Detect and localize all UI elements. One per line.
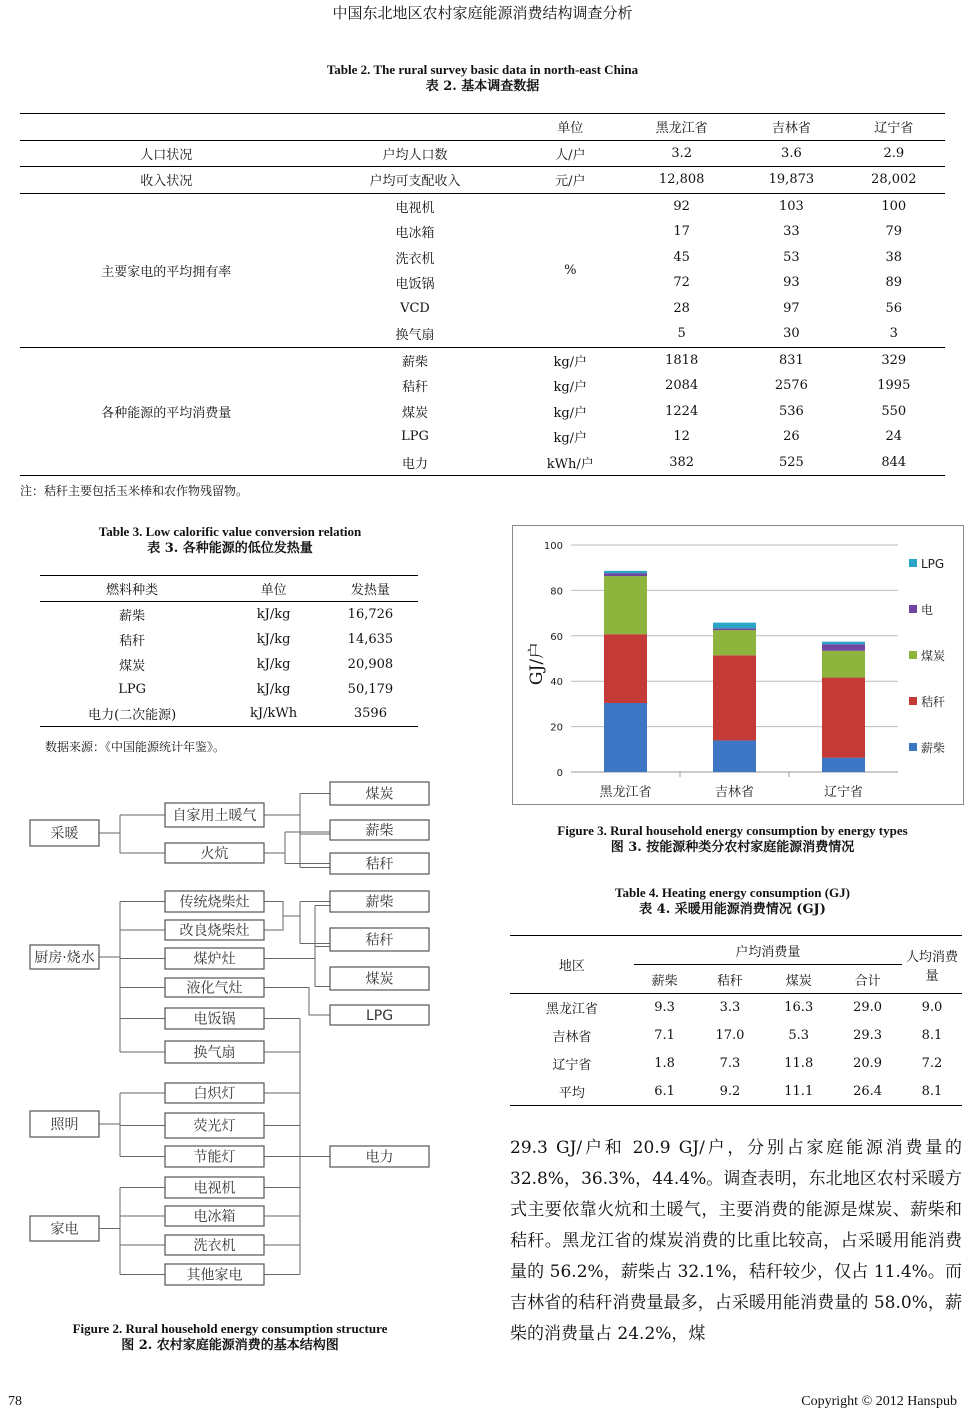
bar-segment-秸秆	[822, 678, 865, 758]
header-household: 户均消费量	[634, 936, 902, 965]
row-group: 人口状况	[20, 140, 313, 167]
box-label: 其他家电	[186, 1267, 243, 1284]
cell-value: 33	[783, 224, 800, 240]
cell-value: 平均	[510, 1078, 634, 1106]
caption-en: Figure 2. Rural household energy consumption structure	[72, 1321, 388, 1336]
cell-value: 秸秆	[119, 633, 146, 649]
fuel-box	[330, 967, 429, 990]
row-item: 户均人口数	[313, 140, 518, 167]
subheader: 合计	[833, 965, 902, 994]
bar-segment-煤炭	[713, 630, 756, 655]
cell-value: 103	[778, 198, 804, 214]
cell-value: 11.8	[784, 1056, 814, 1071]
bar-segment-煤炭	[822, 651, 865, 678]
cell-value: kJ/kg	[256, 631, 291, 647]
column-header: 单位	[517, 114, 623, 141]
device-box	[165, 1041, 264, 1063]
row-unit: kg/户	[553, 380, 588, 396]
table2-caption	[0, 61, 965, 95]
fuel-box	[330, 928, 429, 951]
device-box	[165, 1177, 264, 1198]
device-box	[165, 920, 264, 940]
cell-value: 1224	[665, 403, 699, 419]
table2-note: 注：秸秆主要包括玉米棒和农作物残留物。	[20, 484, 249, 498]
box-label: 采暖	[50, 826, 79, 842]
cell-value: 电力(二次能源)	[40, 702, 224, 727]
box-label: 薪柴	[365, 823, 394, 839]
figure2-diagram	[0, 770, 450, 1300]
caption-en: Table 4. Heating energy consumption (GJ)	[615, 885, 850, 900]
header-per-capita: 人均消费量	[902, 936, 962, 994]
cell-value: 3	[843, 321, 945, 347]
table-row	[20, 193, 945, 219]
table-row	[40, 677, 418, 702]
cell-value: 2576	[774, 378, 808, 394]
table3	[40, 575, 418, 727]
cell-value: kJ/kWh	[224, 702, 322, 727]
table2	[20, 113, 945, 476]
row-item: 户均可支配收入	[313, 167, 518, 194]
row-item: 秸秆	[401, 380, 428, 396]
device-box	[165, 803, 264, 827]
device-box	[165, 843, 264, 863]
table-row	[20, 167, 945, 194]
cell-value: 9.2	[696, 1078, 765, 1106]
box-label: 电饭锅	[193, 1011, 236, 1028]
bar-segment-煤炭	[604, 576, 647, 634]
box-label: 电视机	[193, 1180, 236, 1197]
column-header: 辽宁省	[843, 114, 945, 141]
table-row	[20, 140, 945, 167]
cell-value: 30	[740, 321, 842, 347]
cell-value: 2084	[665, 378, 699, 394]
cell-value: 7.2	[921, 1056, 943, 1071]
y-tick-label: 20	[550, 722, 563, 734]
bar-segment-薪柴	[822, 758, 865, 772]
fuel-box	[330, 820, 429, 840]
row-group: 各种能源的平均消费量	[20, 347, 313, 476]
row-item: VCD	[400, 300, 430, 316]
cell-value: 536	[778, 403, 804, 419]
subheader: 薪柴	[634, 965, 696, 994]
bar-segment-秸秆	[604, 634, 647, 703]
cell-value: 38	[885, 249, 903, 265]
row-unit: kWh/户	[517, 450, 623, 476]
row-unit: %	[517, 193, 623, 347]
row-group: 主要家电的平均拥有率	[20, 193, 313, 347]
fuel-box	[330, 853, 429, 874]
cell-value: 6.1	[634, 1078, 696, 1106]
caption-en: Table 3. Low calorific value conversion relation	[98, 524, 362, 539]
cell-value: 2.9	[843, 140, 945, 167]
table-row	[20, 347, 945, 373]
box-label: 自家用土暖气	[172, 808, 257, 824]
x-tick-label: 吉林省	[714, 785, 755, 800]
cell-value: 12,808	[623, 167, 740, 194]
box-label: 洗衣机	[193, 1238, 236, 1254]
subheader: 秸秆	[696, 965, 765, 994]
cell-value: 97	[783, 300, 800, 316]
y-tick-label: 40	[550, 677, 563, 689]
y-tick-label: 60	[550, 631, 563, 643]
caption-zh: 表 4. 采暖用能源消费情况 (GJ)	[639, 902, 826, 917]
device-box	[165, 1008, 264, 1029]
legend-label: 薪柴	[921, 741, 946, 755]
caption-en: Figure 3. Rural household energy consumption by energy types	[557, 823, 908, 838]
box-label: 电力	[365, 1149, 394, 1166]
figure3-chart	[512, 525, 964, 805]
use-box	[30, 1216, 99, 1241]
cell-value: 17.0	[715, 1028, 745, 1043]
cell-value: 329	[881, 352, 907, 368]
cell-value: 3.3	[719, 1000, 741, 1016]
cell-value: 7.3	[719, 1056, 741, 1071]
cell-value: kJ/kg	[256, 656, 291, 672]
box-label: 电冰箱	[193, 1209, 236, 1225]
table-row	[40, 602, 418, 627]
bar-segment-电	[822, 644, 865, 651]
cell-value: 53	[783, 249, 800, 265]
device-box	[165, 1083, 264, 1103]
bar-segment-电	[713, 628, 756, 630]
cell-value: 29.0	[853, 1000, 883, 1016]
box-label: 煤炭	[365, 971, 394, 988]
cell-value: 20.9	[853, 1056, 883, 1071]
box-label: 厨房·烧水	[34, 950, 95, 966]
cell-value: 黑龙江省	[545, 1002, 598, 1018]
caption-en: Table 2. The rural survey basic data in north-east China	[326, 62, 639, 77]
y-tick-label: 100	[543, 541, 563, 552]
cell-value: 550	[881, 403, 907, 419]
row-item: 电饭锅	[395, 277, 435, 293]
row-unit: kg/户	[553, 431, 588, 447]
bar-segment-LPG	[822, 642, 865, 644]
legend-label: 煤炭	[921, 649, 946, 663]
box-label: 火炕	[200, 846, 229, 862]
cell-value: 844	[843, 450, 945, 476]
table-row	[40, 627, 418, 652]
cell-value: 12	[673, 429, 690, 445]
legend-swatch	[909, 743, 917, 751]
cell-value: 7.1	[654, 1028, 675, 1043]
cell-value: 50,179	[347, 681, 394, 697]
box-label: 照明	[50, 1117, 79, 1133]
box-label: 液化气灶	[186, 980, 243, 997]
y-axis-label: GJ/户	[527, 641, 547, 686]
figure3-caption	[500, 822, 965, 856]
legend-swatch	[909, 605, 917, 613]
row-item: 电视机	[395, 200, 435, 216]
cell-value: 29.3	[853, 1028, 883, 1043]
column-header: 黑龙江省	[623, 114, 740, 141]
box-label: 荧光灯	[193, 1118, 236, 1135]
caption-zh: 表 2. 基本调查数据	[425, 79, 540, 94]
cell-value: 19,873	[740, 167, 842, 194]
subheader: 煤炭	[764, 965, 833, 994]
cell-value: 20,908	[347, 656, 394, 672]
y-tick-label: 80	[550, 586, 563, 598]
cell-value: 28	[673, 300, 690, 316]
box-label: 改良烧柴灶	[179, 923, 250, 939]
copyright: Copyright © 2012 Hanspub	[801, 1394, 957, 1409]
table-row	[40, 702, 418, 727]
box-label: 节能灯	[193, 1149, 236, 1166]
x-tick-label: 黑龙江省	[599, 785, 652, 800]
caption-zh: 图 2. 农村家庭能源消费的基本结构图	[121, 1338, 339, 1353]
use-box	[30, 820, 99, 846]
legend-swatch	[909, 697, 917, 705]
column-header	[313, 114, 518, 141]
cell-value: 5.3	[788, 1028, 810, 1043]
table4-caption	[500, 884, 965, 918]
use-box	[30, 1111, 99, 1137]
cell-value: 56	[885, 300, 903, 316]
row-item: 电力	[313, 450, 518, 476]
box-label: LPG	[365, 1008, 394, 1024]
page-number: 78	[8, 1394, 22, 1409]
column-header: 燃料种类	[40, 576, 224, 602]
row-unit: 人/户	[517, 140, 623, 167]
device-box	[165, 1264, 264, 1285]
row-item: LPG	[401, 429, 429, 445]
device-box	[165, 978, 264, 997]
bar-segment-薪柴	[604, 703, 647, 772]
cell-value: 16.3	[784, 1000, 814, 1016]
cell-value: 5	[623, 321, 740, 347]
cell-value: 3.2	[623, 140, 740, 167]
connector-line	[264, 902, 283, 931]
fuel-box	[330, 1005, 429, 1025]
cell-value: 8.1	[902, 1078, 962, 1106]
row-item: 换气扇	[313, 321, 518, 347]
row-item: 煤炭	[401, 405, 428, 421]
caption-zh: 表 3. 各种能源的低位发热量	[147, 541, 313, 556]
body-paragraph: 29.3 GJ/户和 20.9 GJ/户，分别占家庭能源消费量的32.8%，36.3%，44.4%。调查表明，东北地区农村采暖方式主要依靠火炕和土暖气，主要消费的能源是煤炭、薪柴和秸秆。黑龙江省的煤炭消费的比重比较高，占采暖用能消费量的 56.2%，薪柴占 32.1%，秸秆较少，仅占 11.4%。而吉林省的秸秆消费量最多，占采暖用能消费量的 58.0%，薪柴的消费量占 24.2%，煤	[510, 1138, 962, 1344]
use-box	[30, 945, 99, 969]
row-unit: kg/户	[553, 354, 588, 370]
box-label: 换气扇	[193, 1045, 236, 1061]
running-header: 中国东北地区农村家庭能源消费结构调查分析	[332, 4, 633, 22]
cell-value: 26.4	[833, 1078, 902, 1106]
device-box	[165, 1206, 264, 1226]
device-box	[165, 1235, 264, 1255]
bar-segment-LPG	[713, 623, 756, 629]
cell-value: 17	[673, 224, 690, 240]
row-group: 收入状况	[20, 167, 313, 194]
row-item: 薪柴	[401, 354, 428, 370]
legend-label: 电	[921, 603, 934, 617]
row-item: 电冰箱	[395, 226, 435, 242]
fuel-box	[330, 782, 429, 805]
box-label: 煤炭	[365, 786, 394, 803]
cell-value: 92	[673, 198, 690, 214]
row-unit: kg/户	[553, 405, 588, 421]
cell-value: 28,002	[843, 167, 945, 194]
cell-value: 14,635	[347, 631, 394, 647]
bar-segment-薪柴	[713, 740, 756, 772]
caption-zh: 图 3. 按能源种类分农村家庭能源消费情况	[610, 840, 855, 855]
cell-value: 3596	[323, 702, 418, 727]
box-label: 秸秆	[365, 932, 394, 949]
box-label: 传统烧柴灶	[179, 894, 250, 911]
fuel-box	[330, 891, 429, 912]
cell-value: 100	[881, 198, 907, 214]
device-box	[165, 948, 264, 969]
row-unit: 元/户	[517, 167, 623, 194]
cell-value: 1.8	[654, 1056, 675, 1071]
table3-source: 数据来源：《中国能源统计年鉴》。	[45, 740, 226, 754]
legend-swatch	[909, 651, 917, 659]
bar-segment-电	[604, 573, 647, 576]
cell-value: 79	[885, 224, 903, 240]
connector-line	[264, 988, 330, 1016]
bar-segment-秸秆	[713, 655, 756, 740]
cell-value: 26	[783, 429, 800, 445]
cell-value: 72	[673, 275, 690, 291]
cell-value: 吉林省	[552, 1030, 592, 1045]
table-row	[510, 1078, 962, 1106]
legend-label: LPG	[921, 557, 945, 571]
legend-label: 秸秆	[921, 695, 946, 709]
box-label: 白炽灯	[193, 1086, 236, 1102]
cell-value: kJ/kg	[256, 681, 291, 697]
cell-value: 24	[885, 429, 903, 445]
box-label: 秸秆	[365, 856, 394, 873]
header-region: 地区	[510, 936, 634, 994]
cell-value: 3.6	[740, 140, 842, 167]
cell-value: 煤炭	[119, 658, 146, 674]
table-row	[510, 1022, 962, 1050]
box-label: 家电	[50, 1221, 79, 1238]
y-tick-label: 0	[556, 768, 563, 779]
x-tick-label: 辽宁省	[823, 785, 864, 800]
cell-value: 831	[778, 352, 804, 368]
device-box	[165, 891, 264, 912]
cell-value: 1818	[665, 352, 699, 368]
table4	[510, 935, 962, 1106]
column-header: 吉林省	[740, 114, 842, 141]
column-header	[20, 114, 313, 141]
cell-value: 93	[783, 275, 800, 291]
cell-value: 16,726	[347, 606, 394, 622]
cell-value: 辽宁省	[552, 1058, 592, 1073]
column-header: 发热量	[323, 576, 418, 602]
cell-value: 45	[673, 249, 690, 265]
legend-swatch	[909, 559, 917, 567]
cell-value: 382	[623, 450, 740, 476]
table-row	[510, 1050, 962, 1078]
device-box	[165, 1146, 264, 1167]
cell-value: 9.3	[654, 1000, 675, 1016]
cell-value: 11.1	[764, 1078, 833, 1106]
fuel-box	[330, 1146, 429, 1167]
cell-value: 8.1	[921, 1028, 943, 1043]
cell-value: 525	[740, 450, 842, 476]
cell-value: 89	[885, 275, 903, 291]
cell-value: LPG	[118, 681, 147, 697]
box-label: 薪柴	[365, 894, 394, 911]
box-label: 煤炉灶	[193, 951, 236, 968]
device-box	[165, 1113, 264, 1138]
bar-segment-LPG	[604, 571, 647, 573]
table-row	[40, 652, 418, 677]
table3-caption	[40, 523, 420, 557]
cell-value: 9.0	[921, 1000, 943, 1016]
table-row	[510, 994, 962, 1022]
cell-value: 1995	[877, 378, 911, 394]
figure2-caption	[20, 1320, 440, 1354]
column-header: 单位	[224, 576, 322, 602]
row-item: 洗衣机	[395, 251, 435, 267]
cell-value: kJ/kg	[256, 606, 291, 622]
cell-value: 薪柴	[119, 608, 146, 624]
